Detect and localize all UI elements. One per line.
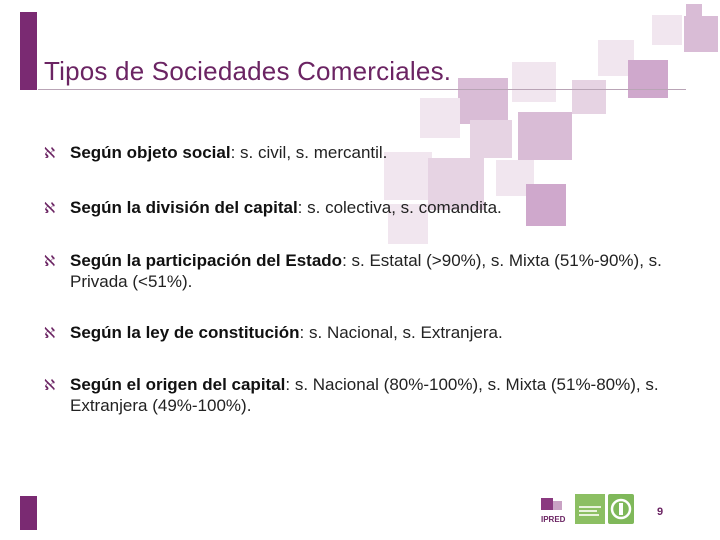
partner-logo-us [608,494,634,524]
bullet-item [44,250,684,292]
aleph-bullet-icon: ℵ [44,144,56,162]
decor-square [652,15,682,45]
bullet-text: : s. civil, s. mercantil. [230,143,388,162]
aleph-bullet-icon: ℵ [44,324,56,342]
bullet-key: Según objeto social [70,143,231,162]
bullet-item [44,374,684,416]
title-divider [38,89,686,90]
aleph-bullet-icon: ℵ [44,376,56,394]
decor-square [684,16,718,52]
slide-title: Tipos de Sociedades Comerciales. [44,56,452,86]
bullet-key: Según el origen del capital [70,375,286,394]
aleph-bullet-icon: ℵ [44,199,56,217]
bullet-item [44,142,684,163]
aleph-bullet-icon: ℵ [44,252,56,270]
title-accent-bar [20,12,37,90]
bullet-text: : s. Nacional (80%-100%), s. Mixta (51%-80%), s. Extranjera (49%-100%). [70,375,659,415]
bullet-text: : s. Estatal (>90%), s. Mixta (51%-90%), s. Privada (<51%). [70,251,662,291]
decor-square [458,78,508,124]
bullet-item [44,197,684,218]
decor-square [420,98,460,138]
decor-square [628,60,668,98]
bullet-key: Según la división del capital [70,198,298,217]
page-number: 9 [657,506,664,518]
bullet-key: Según la participación del Estado [70,251,343,270]
decor-square [572,80,606,114]
decor-square [512,62,556,102]
footer-accent-bar [20,496,37,530]
ipred-logo [539,498,567,526]
bullet-text: : s. Nacional, s. Extranjera. [299,323,503,342]
bullet-key: Según la ley de constitución [70,323,300,342]
partner-logo-green [575,494,605,524]
ipred-logo-text: IPRED [541,515,566,524]
bullet-text: : s. colectiva, s. comandita. [297,198,502,217]
bullet-item [44,322,684,343]
